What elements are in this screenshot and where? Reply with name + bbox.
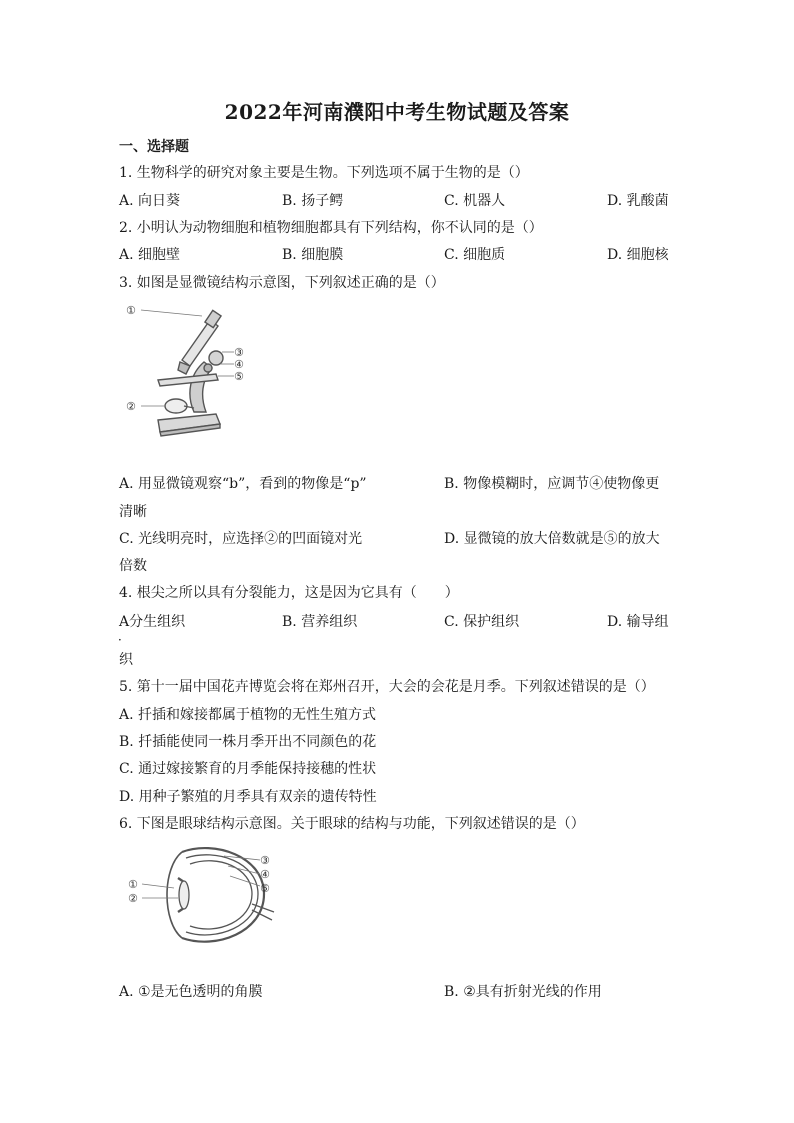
- q2-option-d: D. 细胞核: [607, 247, 669, 263]
- microscope-label-5: ⑤: [234, 370, 244, 383]
- q5-option-d: D. 用种子繁殖的月季具有双亲的遗传特性: [119, 789, 377, 805]
- q1-option-d: D. 乳酸菌: [607, 193, 669, 209]
- q5-stem: 5. 第十一届中国花卉博览会将在郑州召开，大会的会花是月季。下列叙述错误的是（）: [119, 679, 655, 695]
- q4-option-d: D. 输导组: [607, 614, 669, 630]
- eyeball-label-3: ③: [260, 854, 270, 867]
- q3-option-b-cont: 清晰: [119, 504, 147, 520]
- q1-option-b: B. 扬子鳄: [282, 193, 344, 209]
- microscope-label-4: ④: [234, 358, 244, 371]
- exam-title: 2022年河南濮阳中考生物试题及答案: [224, 100, 570, 124]
- q5-option-b: B. 扦插能使同一株月季开出不同颜色的花: [119, 734, 377, 750]
- q3-option-c: C. 光线明亮时，应选择②的凹面镜对光: [119, 531, 363, 547]
- q5-option-a: A. 扦插和嫁接都属于植物的无性生殖方式: [119, 707, 377, 723]
- q4-option-c: C. 保护组织: [444, 614, 520, 630]
- q3-option-d: D. 显微镜的放大倍数就是⑤的放大: [444, 531, 660, 547]
- q6-stem: 6. 下图是眼球结构示意图。关于眼球的结构与功能，下列叙述错误的是（）: [119, 816, 585, 832]
- microscope-label-3: ③: [234, 346, 244, 359]
- eyeball-label-5: ⑤: [260, 882, 270, 895]
- q2-option-a: A. 细胞壁: [119, 247, 181, 263]
- q3-option-d-cont: 倍数: [119, 558, 147, 574]
- q6-option-a: A. ①是无色透明的角膜: [119, 984, 263, 1000]
- q4-stem: 4. 根尖之所以具有分裂能力，这是因为它具有（ ）: [119, 585, 459, 601]
- q1-option-a: A. 向日葵: [119, 193, 181, 209]
- microscope-label-2: ②: [126, 400, 136, 413]
- eyeball-label-1: ①: [128, 878, 138, 891]
- q4-option-a: A分生组织: [119, 614, 186, 630]
- q1-option-c: C. 机器人: [444, 193, 506, 209]
- q2-option-b: B. 细胞膜: [282, 247, 344, 263]
- q3-option-a: A. 用显微镜观察“b”，看到的物像是“p”: [119, 476, 367, 492]
- q2-option-c: C. 细胞质: [444, 247, 506, 263]
- q3-option-b: B. 物像模糊时，应调节④使物像更: [444, 476, 660, 492]
- eyeball-figure: [124, 842, 284, 948]
- microscope-label-1: ①: [126, 304, 136, 317]
- eyeball-label-2: ②: [128, 892, 138, 905]
- q6-option-b: B. ②具有折射光线的作用: [444, 984, 602, 1000]
- q4-option-b: B. 营养组织: [282, 614, 358, 630]
- q1-stem: 1. 生物科学的研究对象主要是生物。下列选项不属于生物的是（）: [119, 165, 529, 181]
- eyeball-label-4: ④: [260, 868, 270, 881]
- q4-option-d-cont: 织: [119, 652, 133, 668]
- q2-stem: 2. 小明认为动物细胞和植物细胞都具有下列结构，你不认同的是（）: [119, 220, 543, 236]
- q5-option-c: C. 通过嫁接繁育的月季能保持接穗的性状: [119, 761, 377, 777]
- q4-option-a-dot: ．: [118, 629, 131, 643]
- section-heading: 一、选择题: [119, 139, 189, 155]
- q3-stem: 3. 如图是显微镜结构示意图，下列叙述正确的是（）: [119, 275, 445, 291]
- microscope-figure: [124, 302, 254, 442]
